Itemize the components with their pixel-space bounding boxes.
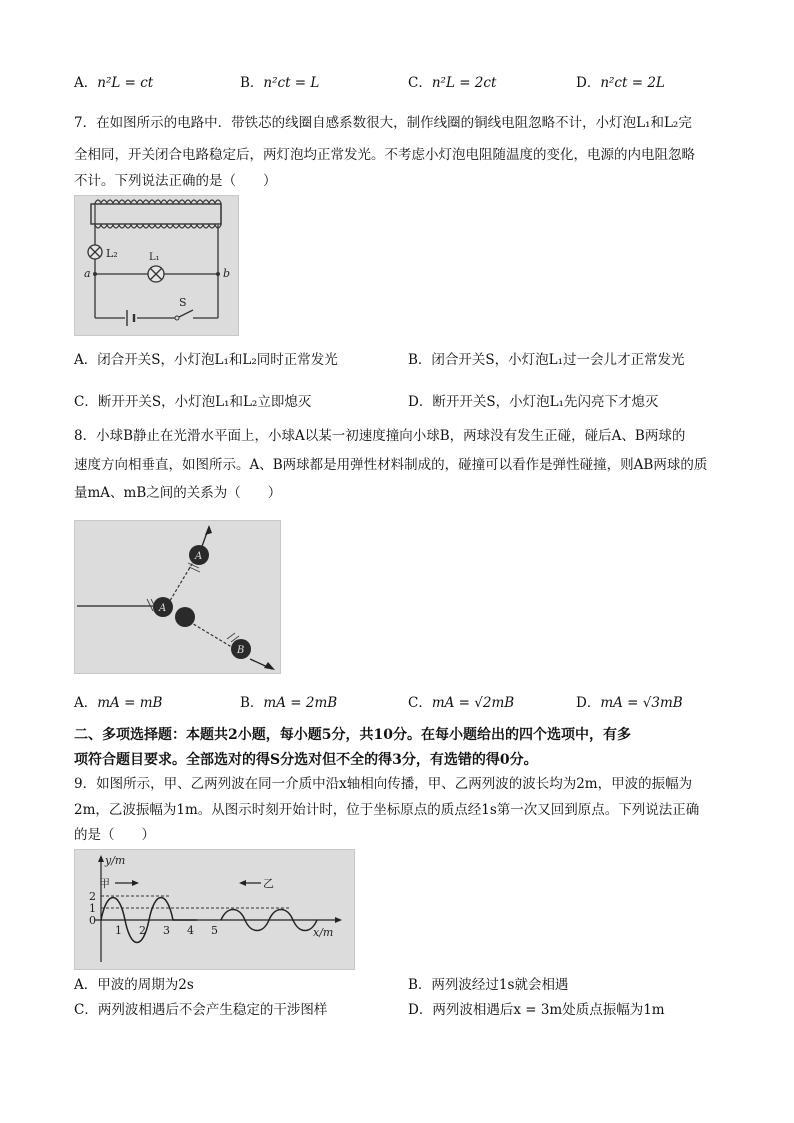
ball-b-initial-icon — [175, 607, 195, 627]
lamp-l1-icon — [148, 266, 164, 282]
node-b — [216, 272, 220, 276]
label-yi: 乙 — [263, 877, 274, 890]
q6-option-d: D．n²ct = 2L — [576, 75, 665, 91]
q7-text-line1: 7．在如图所示的电路中．带铁芯的线圈自感系数很大，制作线圈的铜线电阻忽略不计，小灯泡L₁和L₂完 — [74, 115, 692, 131]
tick-y-1: 1 — [89, 902, 96, 915]
node-a — [93, 272, 97, 276]
label-b: b — [223, 267, 231, 280]
label-ball-a-final: A — [195, 551, 203, 562]
q8-option-a: A．mA = mB — [74, 695, 163, 711]
tick-x-2: 2 — [139, 924, 146, 937]
q7-option-d: D．断开开关S，小灯泡L₁先闪亮下才熄灭 — [408, 394, 659, 410]
q8-collision-figure — [74, 520, 281, 674]
q7-text-line2: 全相同，开关闭合电路稳定后，两灯泡均正常发光。不考虑小灯泡电阻随温度的变化，电源的内电阻忽略 — [74, 147, 695, 163]
label-a: a — [84, 267, 91, 280]
q9-option-c: C．两列波相遇后不会产生稳定的干涉图样 — [74, 1002, 328, 1018]
battery-icon — [127, 310, 134, 326]
q7-option-b: B．闭合开关S，小灯泡L₁过一会儿才正常发光 — [408, 352, 685, 368]
switch-contact — [175, 316, 179, 320]
q7-circuit-figure — [74, 195, 239, 336]
tick-x-4: 4 — [187, 924, 194, 937]
label-y-axis: y/m — [105, 854, 126, 867]
label-l1: L₁ — [149, 252, 160, 263]
section2-heading-line1: 二、多项选择题：本题共2小题，每小题5分，共10分。在每小题给出的四个选项中，有多 — [74, 727, 631, 743]
section2-heading-line2: 项符合题目要求。全部选对的得S分选对但不全的得3分，有选错的得0分。 — [74, 752, 538, 768]
q9-text-line3: 的是（ ） — [74, 827, 155, 843]
q9-text-line2: 2m，乙波振幅为1m。从图示时刻开始计时，位于坐标原点的质点经1s第一次又回到原点。下列说法正确 — [74, 802, 700, 818]
lamp-l2-icon — [88, 245, 102, 259]
q8-text-line1: 8．小球B静止在光滑水平面上，小球A以某一初速度撞向小球B，两球没有发生正碰，碰后A、B两球的 — [74, 428, 686, 444]
label-jia: 甲 — [99, 877, 110, 890]
q7-option-c: C．断开开关S，小灯泡L₁和L₂立即熄灭 — [74, 394, 312, 410]
q9-option-b: B．两列波经过1s就会相遇 — [408, 977, 569, 993]
q8-option-d: D．mA = √3mB — [576, 695, 683, 711]
q6-option-a: A．n²L = ct — [74, 75, 154, 91]
q9-option-d: D．两列波相遇后x = 3m处质点振幅为1m — [408, 1002, 665, 1018]
label-x-axis: x/m — [313, 926, 334, 939]
iron-core — [91, 204, 221, 224]
label-l2: L₂ — [106, 247, 118, 260]
tick-y-2: 2 — [89, 890, 96, 903]
q6-option-b: B．n²ct = L — [240, 75, 320, 91]
label-ball-b-final: B — [237, 645, 245, 656]
q6-option-c: C．n²L = 2ct — [408, 75, 497, 91]
tick-x-1: 1 — [115, 924, 122, 937]
q9-wave-figure — [74, 849, 355, 970]
label-s: S — [179, 296, 187, 309]
q7-text-line3: 不计。下列说法正确的是（ ） — [74, 173, 277, 189]
q9-option-a: A．甲波的周期为2s — [74, 977, 194, 993]
tick-x-5: 5 — [211, 924, 218, 937]
label-ball-a-initial: A — [159, 603, 167, 614]
q8-option-b: B．mA = 2mB — [240, 695, 338, 711]
q8-option-c: C．mA = √2mB — [408, 695, 515, 711]
q9-text-line1: 9．如图所示，甲、乙两列波在同一介质中沿x轴相向传播，甲、乙两列波的波长均为2m，甲波的振幅为 — [74, 776, 693, 792]
q8-text-line3: 量mA、mB之间的关系为（ ） — [74, 485, 282, 501]
tick-x-3: 3 — [163, 924, 170, 937]
tick-y-0: 0 — [89, 914, 96, 927]
q8-text-line2: 速度方向相垂直，如图所示。A、B两球都是用弹性材料制成的，碰撞可以看作是弹性碰撞，则AB两球的质 — [74, 457, 708, 473]
q7-option-a: A．闭合开关S，小灯泡L₁和L₂同时正常发光 — [74, 352, 338, 368]
